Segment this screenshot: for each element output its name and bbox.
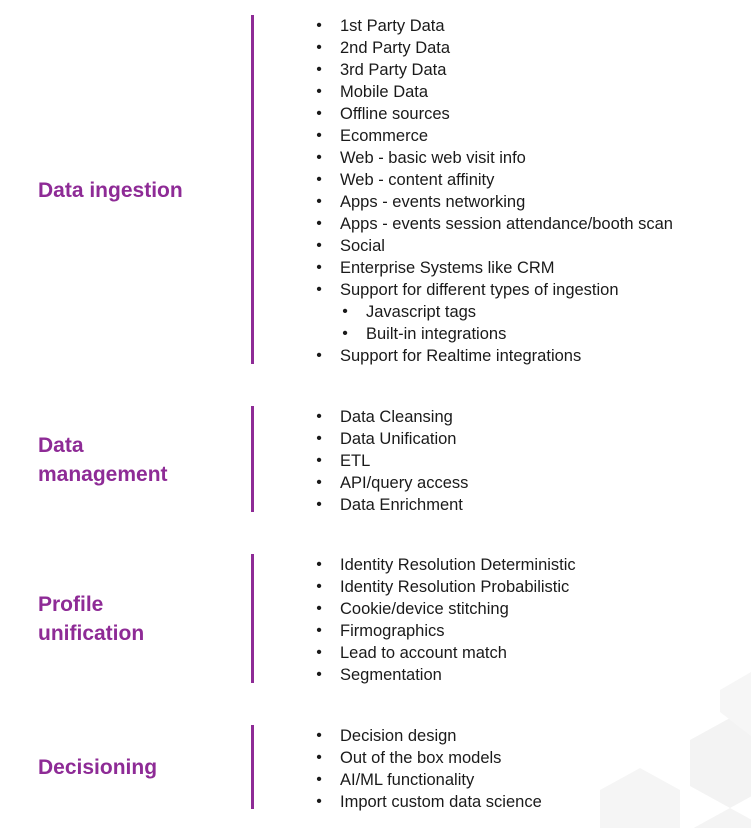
- bullet-icon: •: [316, 474, 322, 491]
- section-divider: [251, 725, 254, 809]
- list-item-label: Web - basic web visit info: [340, 149, 526, 167]
- list-item-label: ETL: [340, 452, 371, 470]
- bullet-icon: •: [316, 83, 322, 100]
- bullet-icon: •: [316, 171, 322, 188]
- bullet-icon: •: [316, 666, 322, 683]
- list-item-label: Support for different types of ingestion: [340, 281, 619, 299]
- list-item-label: Out of the box models: [340, 749, 502, 767]
- list-item-label: Built-in integrations: [366, 325, 507, 343]
- list-item-label: Data Cleansing: [340, 408, 453, 426]
- section-heading-line: management: [38, 463, 168, 486]
- bullet-icon: •: [316, 408, 322, 425]
- list-item-label: Mobile Data: [340, 83, 429, 101]
- bullet-icon: •: [316, 17, 322, 34]
- bullet-icon: •: [316, 215, 322, 232]
- bullet-icon: •: [316, 281, 322, 298]
- bullet-icon: •: [316, 105, 322, 122]
- list-item-label: Javascript tags: [366, 303, 477, 321]
- bullet-icon: •: [316, 193, 322, 210]
- bullet-icon: •: [316, 149, 322, 166]
- list-item-label: Data Enrichment: [340, 496, 463, 514]
- bullet-icon: •: [316, 622, 322, 639]
- section-heading-line: Data: [38, 434, 84, 457]
- bullet-icon: •: [316, 430, 322, 447]
- list-item-label: Lead to account match: [340, 644, 507, 662]
- list-item-label: AI/ML functionality: [340, 771, 475, 789]
- bullet-icon: •: [316, 578, 322, 595]
- bullet-icon: •: [316, 39, 322, 56]
- section-heading: Decisioning: [38, 756, 158, 779]
- bullet-icon: •: [316, 127, 322, 144]
- list-item-label: Identity Resolution Deterministic: [340, 556, 576, 574]
- list-item-label: Firmographics: [340, 622, 445, 640]
- bullet-icon: •: [316, 749, 322, 766]
- list-item-label: Apps - events networking: [340, 193, 526, 211]
- bullet-icon: •: [316, 644, 322, 661]
- list-item-label: Enterprise Systems like CRM: [340, 259, 555, 277]
- list-item-label: Support for Realtime integrations: [340, 347, 582, 365]
- section-heading-line: Profile: [38, 593, 104, 616]
- bullet-icon: •: [316, 556, 322, 573]
- list-item-label: Ecommerce: [340, 127, 429, 145]
- list-item-label: 1st Party Data: [340, 17, 445, 35]
- list-item-label: Import custom data science: [340, 793, 542, 811]
- list-item-label: Social: [340, 237, 385, 255]
- list-item-label: Identity Resolution Probabilistic: [340, 578, 570, 596]
- section-heading-line: unification: [38, 622, 145, 645]
- bullet-icon: •: [316, 237, 322, 254]
- section-heading: Data ingestion: [38, 179, 183, 202]
- bullet-icon: •: [316, 259, 322, 276]
- bullet-icon: •: [316, 496, 322, 513]
- list-item-label: Web - content affinity: [340, 171, 495, 189]
- list-item-label: Decision design: [340, 727, 457, 745]
- list-item-label: Data Unification: [340, 430, 457, 448]
- bullet-icon: •: [342, 303, 348, 320]
- list-item-label: 3rd Party Data: [340, 61, 447, 79]
- bullet-icon: •: [316, 61, 322, 78]
- list-item-label: Offline sources: [340, 105, 450, 123]
- bullet-icon: •: [316, 452, 322, 469]
- list-item-label: 2nd Party Data: [340, 39, 451, 57]
- bullet-icon: •: [316, 793, 322, 810]
- list-item-label: Cookie/device stitching: [340, 600, 509, 618]
- list-item-label: Apps - events session attendance/booth scan: [340, 215, 673, 233]
- bullet-icon: •: [316, 727, 322, 744]
- bullet-icon: •: [316, 347, 322, 364]
- bullet-icon: •: [316, 771, 322, 788]
- list-item-label: Segmentation: [340, 666, 442, 684]
- bullet-icon: •: [316, 600, 322, 617]
- bullet-icon: •: [342, 325, 348, 342]
- list-item-label: API/query access: [340, 474, 469, 492]
